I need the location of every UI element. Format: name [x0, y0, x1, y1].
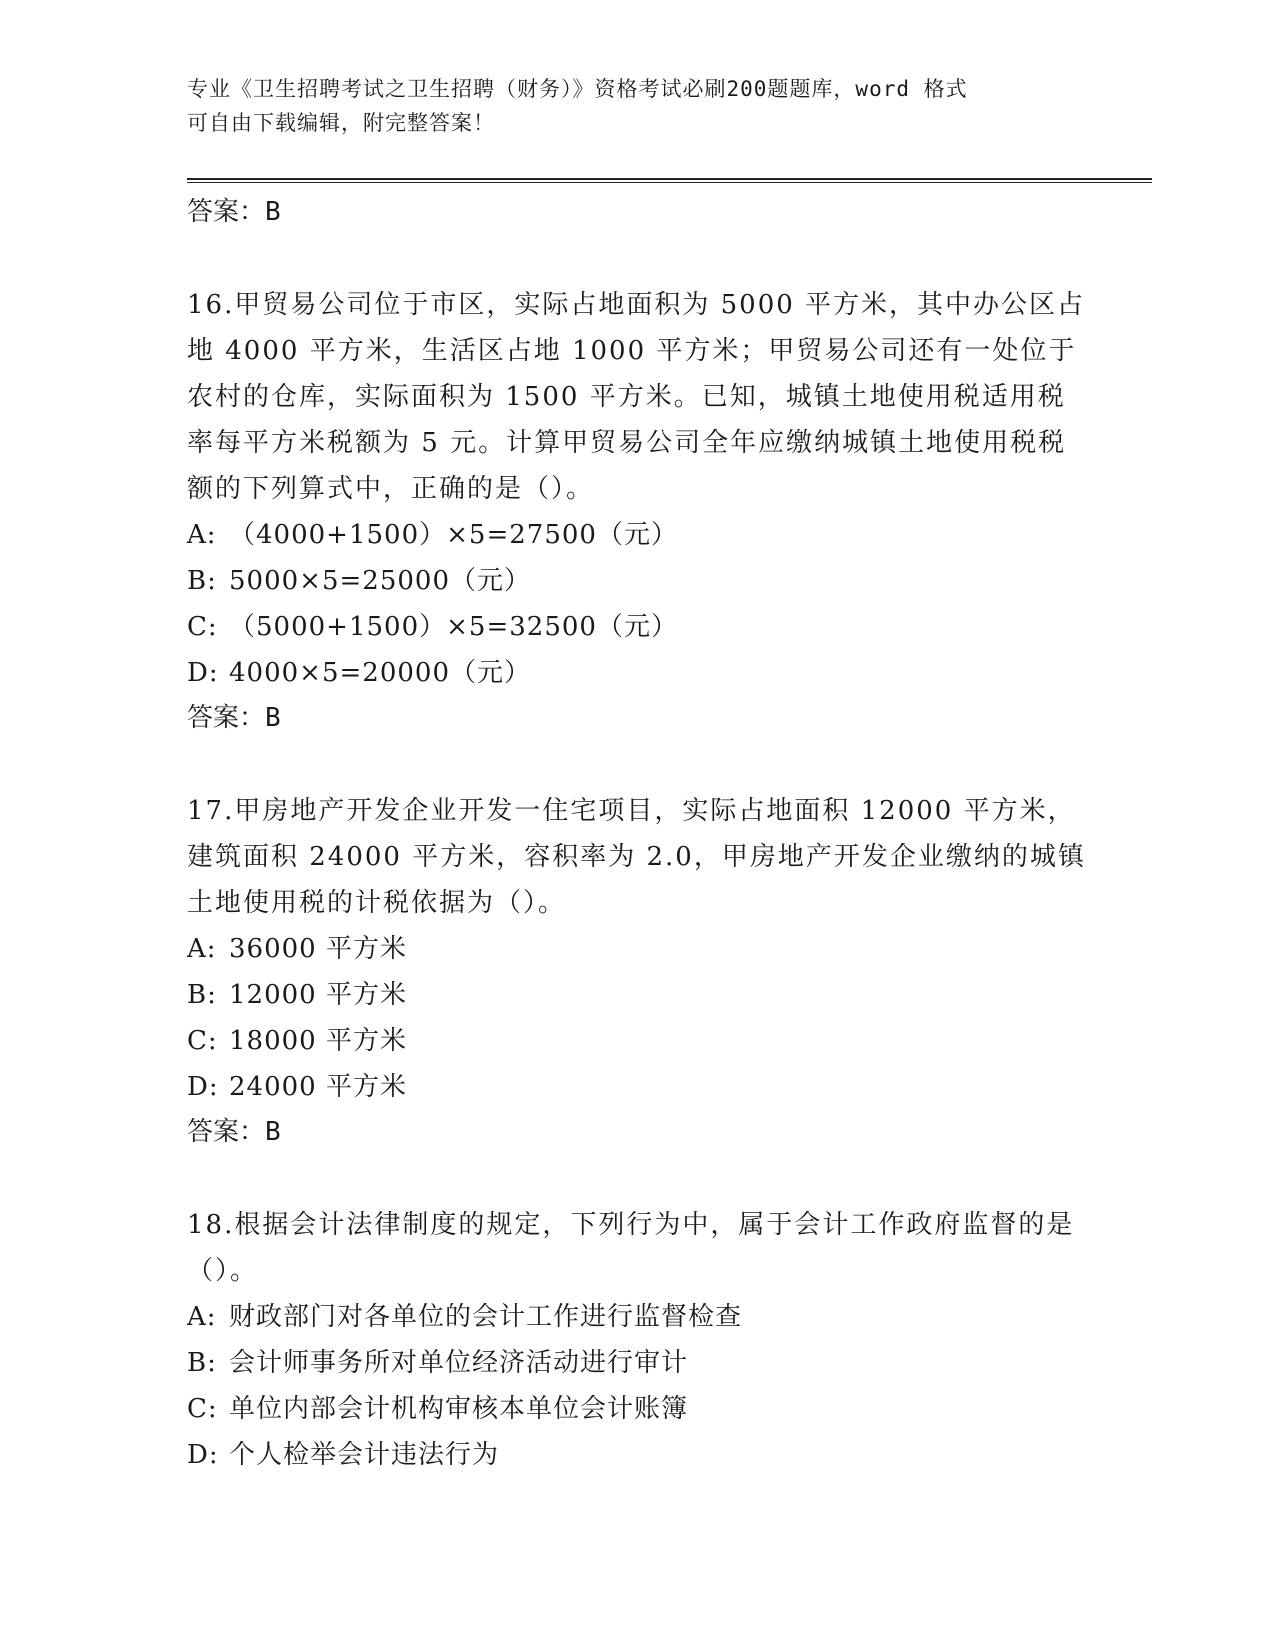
option-a [187, 512, 1087, 558]
option-d [187, 1432, 1087, 1478]
option-b [187, 558, 1087, 604]
option-key: D: [187, 1440, 219, 1470]
question-stem: 17.甲房地产开发企业开发一住宅项目，实际占地面积 12000 平方米，建筑面积 24000 平方米，容积率为 2.0，甲房地产开发企业缴纳的城镇土地使用税的计税依据为（）。 [187, 796, 1086, 918]
option-b [187, 972, 1087, 1018]
header-line-2: 可自由下载编辑，附完整答案！ [187, 111, 495, 135]
option-key: D: [187, 658, 219, 688]
option-text: 24000 平方米 [229, 1072, 407, 1102]
option-c [187, 1386, 1087, 1432]
option-d [187, 650, 1087, 696]
option-text: 12000 平方米 [229, 980, 407, 1010]
option-c [187, 604, 1087, 650]
option-text: 18000 平方米 [229, 1026, 407, 1056]
option-a [187, 1294, 1087, 1340]
answer-15: 答案：B [187, 197, 281, 227]
option-text: 单位内部会计机构审核本单位会计账簿 [229, 1394, 689, 1424]
question-16 [187, 282, 1087, 740]
answer-17: 答案：B [187, 1117, 281, 1147]
document-header [187, 72, 1067, 140]
document-body [187, 190, 1087, 1478]
option-key: C: [187, 612, 218, 642]
answer-16: 答案：B [187, 703, 281, 733]
option-text: 36000 平方米 [229, 934, 407, 964]
option-text: 个人检举会计违法行为 [229, 1440, 500, 1470]
option-key: C: [187, 1394, 218, 1424]
option-key: A: [187, 1302, 217, 1332]
option-text: 4000×5=20000（元） [229, 658, 531, 688]
option-key: A: [187, 934, 217, 964]
question-18 [187, 1202, 1087, 1478]
option-c [187, 1018, 1087, 1064]
option-a [187, 926, 1087, 972]
option-d [187, 1064, 1087, 1110]
option-key: B: [187, 980, 217, 1010]
option-key: B: [187, 1348, 217, 1378]
option-text: （4000+1500）×5=27500（元） [229, 520, 678, 550]
option-key: D: [187, 1072, 219, 1102]
header-divider [187, 178, 1152, 180]
option-text: 财政部门对各单位的会计工作进行监督检查 [229, 1302, 743, 1332]
header-line-1: 专业《卫生招聘考试之卫生招聘（财务）》资格考试必刷200题题库，word 格式 [187, 77, 968, 101]
option-text: 5000×5=25000（元） [229, 566, 531, 596]
option-text: （5000+1500）×5=32500（元） [229, 612, 678, 642]
question-stem: 18.根据会计法律制度的规定，下列行为中，属于会计工作政府监督的是（）。 [187, 1210, 1075, 1286]
option-key: B: [187, 566, 217, 596]
question-stem: 16.甲贸易公司位于市区，实际占地面积为 5000 平方米，其中办公区占地 4000 平方米，生活区占地 1000 平方米；甲贸易公司还有一处位于农村的仓库，实际面积为 1500 平方米。已知，城镇土地使用税适用税率每平方米税额为 5 元。计算甲贸易公司全年应缴纳城镇土地使用税税额的下列算式中，正确的是（）。 [187, 290, 1086, 504]
option-key: A: [187, 520, 217, 550]
header-divider-thin [187, 182, 1152, 183]
option-b [187, 1340, 1087, 1386]
option-key: C: [187, 1026, 218, 1056]
option-text: 会计师事务所对单位经济活动进行审计 [229, 1348, 689, 1378]
question-17 [187, 788, 1087, 1154]
